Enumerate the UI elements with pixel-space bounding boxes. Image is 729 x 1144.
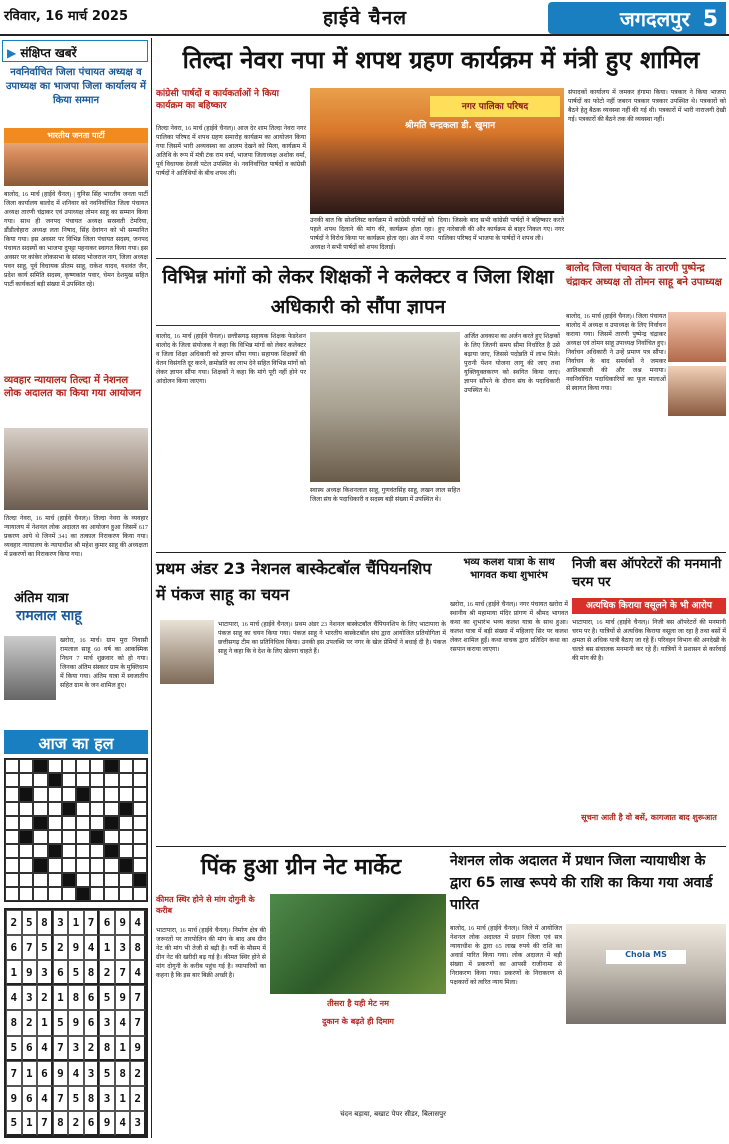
- crossword-cell: [76, 830, 90, 844]
- crossword-cell: [33, 830, 47, 844]
- sudoku-cell: 9: [130, 1036, 146, 1061]
- crossword-cell: [19, 802, 33, 816]
- brief-title-box: [2, 40, 148, 62]
- story6-note: सूचना आती है वो बसें, कागजात बाद शुरूआत: [581, 813, 717, 822]
- crossword-cell: [19, 873, 33, 887]
- sudoku-cell: 3: [53, 910, 69, 935]
- panchayat-leader-photo-2: [668, 366, 726, 416]
- sudoku-cell: 6: [84, 985, 100, 1010]
- sudoku-cell: 2: [6, 910, 22, 935]
- story6-body: भाटापारा, 16 मार्च (हाईवे चैनल)। निजी बस ऑपरेटरों की मनमानी चरम पर है। यात्रियों से अत्यधिक किराया वसूला जा रहा है तथा बसों में क्षमता से अधिक यात्री बैठाए जा रहे हैं। परिवहन विभाग की अनदेखी के चलते बस संचालक मनमानी कर रहे हैं। यात्रियों ने प्रशासन से कार्रवाई की मांग की है।: [572, 619, 726, 662]
- sudoku-cell: 1: [99, 935, 115, 960]
- crossword-cell: [133, 773, 147, 787]
- sudoku-cell: 5: [37, 935, 53, 960]
- sudoku-cell: 6: [22, 1086, 38, 1111]
- story3-headline: बालोद जिला पंचायत के तारणी पुष्पेन्द्र चंद्राकर अध्यक्ष तो तोमन साहू बने उपाध्यक्ष: [566, 263, 722, 288]
- sudoku-cell: 1: [115, 1086, 131, 1111]
- sudoku-cell: 7: [130, 1010, 146, 1035]
- crossword-cell: [62, 816, 76, 830]
- story7-byline: चंदन बड़ाया, बखाट पेपर सीडर, बिलासपुर: [339, 1110, 446, 1118]
- sudoku-cell: 6: [84, 1111, 100, 1136]
- crossword-cell: [5, 887, 19, 901]
- crossword-cell: [62, 873, 76, 887]
- crossword-cell: [90, 858, 104, 872]
- sudoku-cell: 8: [37, 910, 53, 935]
- sudoku-cell: 8: [6, 1010, 22, 1035]
- crossword-cell: [133, 887, 147, 901]
- sudoku-cell: 9: [53, 1061, 69, 1086]
- crossword-cell: [33, 844, 47, 858]
- sudoku-cell: 8: [68, 985, 84, 1010]
- crossword-cell: [119, 816, 133, 830]
- crossword-cell: [76, 858, 90, 872]
- crossword-cell: [76, 816, 90, 830]
- sudoku-cell: 2: [53, 935, 69, 960]
- sudoku-cell: 5: [99, 985, 115, 1010]
- sudoku-cell: 5: [53, 1010, 69, 1035]
- sudoku-cell: 7: [6, 1061, 22, 1086]
- crossword-cell: [76, 844, 90, 858]
- story5-headline: भव्य कलश यात्रा के साथ भागवत कथा शुभारंभ: [463, 557, 555, 581]
- crossword-cell: [104, 759, 118, 773]
- crossword-grid: [4, 758, 148, 902]
- story1-col-c: दिया। जिसके बाद सभी कांग्रेसी पार्षदों ने बहिष्कार करते हुए नारेबाजी की और कार्यक्रम से बाहर निकल गए। नगर पालिका परिषद में भाजपा के पार्षदों ने शपथ ली।: [438, 217, 564, 242]
- crossword-cell: [119, 802, 133, 816]
- crossword-cell: [119, 873, 133, 887]
- crossword-cell: [62, 844, 76, 858]
- crossword-cell: [133, 873, 147, 887]
- crossword-cell: [76, 787, 90, 801]
- crossword-cell: [119, 844, 133, 858]
- sudoku-grid: [4, 908, 148, 1138]
- crossword-cell: [76, 887, 90, 901]
- obituary-portrait: [4, 636, 56, 700]
- crossword-cell: [48, 873, 62, 887]
- crossword-cell: [104, 830, 118, 844]
- crossword-cell: [5, 802, 19, 816]
- brief-body: बालोद, 16 मार्च (हाईवे चैनल) | युनिस सिंह भारतीय जनता पार्टी जिला कार्यालय बालोद में शनिवार को नवनिर्वाचित जिला पंचायत अध्यक्ष तारणी चंद्राकर एवं उपाध्यक्ष तोमन साहू का सम्मान किया गया। साथ ही जनपद पंचायत अध्यक्ष सरस्वती टेमरिया, डौंडीलोहारा अध्यक्ष लता निषाद, सिंह देवांगन को भी सम्मानित किया गया। इस अवसर पर विभिन्न जिला पंचायत सदस्य, जनपद पंचायत सदस्यों का भाजपा दुपट्टा पहनाकर स्वागत किया गया। इस अवसर पर कांकेर लोकसभा के सांसद भोजराज नाग, जिला अध्यक्ष पवन साहू, पूर्व विधायक प्रीतम साहू, राकेश यादव, यशवंत जैन, प्रदेश कार्य समिति सदस्य, कृष्णकांत पवार, चेमन देशमुख सहित पार्टी कार्यकर्ता बड़ी संख्या में उपस्थित रहे।: [4, 191, 148, 288]
- crossword-cell: [90, 773, 104, 787]
- sudoku-cell: 7: [130, 985, 146, 1010]
- section-rule: [156, 846, 726, 847]
- crossword-cell: [119, 773, 133, 787]
- crossword-cell: [62, 773, 76, 787]
- crossword-cell: [5, 787, 19, 801]
- sudoku-cell: 9: [68, 935, 84, 960]
- crossword-cell: [119, 787, 133, 801]
- sudoku-cell: 8: [115, 1061, 131, 1086]
- sudoku-cell: 9: [115, 910, 131, 935]
- crossword-cell: [5, 873, 19, 887]
- sudoku-cell: 1: [53, 985, 69, 1010]
- sudoku-cell: 8: [84, 960, 100, 985]
- crossword-cell: [33, 816, 47, 830]
- story7-note-2: दुकान के बढ़ते ही दिमाग: [322, 1017, 394, 1026]
- sudoku-cell: 3: [84, 1061, 100, 1086]
- crossword-cell: [119, 830, 133, 844]
- crossword-cell: [104, 844, 118, 858]
- crossword-cell: [133, 759, 147, 773]
- sudoku-cell: 5: [6, 1036, 22, 1061]
- crossword-cell: [19, 787, 33, 801]
- page-number: 5: [702, 7, 718, 32]
- crossword-cell: [19, 773, 33, 787]
- crossword-cell: [48, 802, 62, 816]
- crossword-cell: [76, 873, 90, 887]
- sudoku-cell: 7: [53, 1036, 69, 1061]
- sudoku-cell: 1: [6, 960, 22, 985]
- story2-col-c: स्वास्थ अध्यक्ष किशनलाल साहू, गुणवंतसिंह साहू, लखन लाल सहित जिला संघ के पदाधिकारी व सदस्य बड़ी संख्या में उपस्थित थे।: [310, 487, 460, 503]
- story1-col-b: उनकी बात कि सोशलिस्ट कार्यक्रम में कांग्रेसी पार्षदों को पहले शपथ दिलाने की मांग की, कार्यक्रम होता रहा। पार्षदों ने विरोध किया पर कार्यक्रम होता रहा। अंत में नपा अध्यक्ष ने सभी पार्षदों को शपथ दिलाई।: [310, 217, 434, 251]
- crossword-cell: [90, 787, 104, 801]
- sudoku-cell: 8: [84, 1086, 100, 1111]
- crossword-cell: [19, 887, 33, 901]
- sudoku-cell: 2: [68, 1111, 84, 1136]
- panchayat-leader-photo-1: [668, 312, 726, 362]
- sudoku-cell: 1: [37, 1010, 53, 1035]
- oath-ceremony-photo: [310, 88, 564, 214]
- crossword-cell: [90, 873, 104, 887]
- sudoku-cell: 4: [6, 985, 22, 1010]
- shraddhanjali-heading: अंतिम यात्रा: [14, 591, 69, 606]
- sudoku-cell: 3: [130, 1111, 146, 1136]
- crossword-cell: [19, 759, 33, 773]
- sudoku-cell: 4: [37, 1036, 53, 1061]
- sub-headline: कांग्रेसी पार्षदों व कार्यकर्ताओं ने किया कार्यक्रम का बहिष्कार: [156, 89, 279, 111]
- crossword-cell: [104, 873, 118, 887]
- sudoku-cell: 5: [99, 1061, 115, 1086]
- crossword-cell: [62, 887, 76, 901]
- crossword-cell: [62, 830, 76, 844]
- lokadalat-photo: [4, 428, 148, 510]
- sudoku-cell: 7: [22, 935, 38, 960]
- crossword-cell: [90, 887, 104, 901]
- crossword-cell: [5, 830, 19, 844]
- award-cheque-photo: [566, 924, 726, 1024]
- crossword-cell: [19, 816, 33, 830]
- crossword-cell: [133, 844, 147, 858]
- crossword-cell: [90, 830, 104, 844]
- sudoku-cell: 4: [130, 960, 146, 985]
- sudoku-cell: 3: [99, 1010, 115, 1035]
- section-title: हाईवे चैनल: [322, 7, 407, 29]
- crossword-cell: [48, 773, 62, 787]
- crossword-cell: [48, 759, 62, 773]
- crossword-cell: [119, 759, 133, 773]
- aaj-ka-hal-banner: [4, 730, 148, 754]
- crossword-cell: [62, 759, 76, 773]
- sudoku-cell: 2: [22, 1010, 38, 1035]
- brief-title-icon: ▶: [7, 46, 17, 60]
- story6-headline: निजी बस ऑपरेटरों की मनमानी चरम पर: [572, 557, 722, 590]
- crossword-cell: [76, 802, 90, 816]
- column-divider: [151, 38, 152, 1138]
- story1-col-d: संपादकों कार्यालय में जमकर हंगामा किया। पत्रकार ने किया भाजपा पार्षदों का फोटो नहीं जबरन पत्रकार पत्रकार उपस्थित थे। पत्रकारों को बैठने हेतु बैठक व्यवस्था नहीं की गई थी। पत्रकारों में भारी नाराजगी देखी गई। पत्रकारों की बैठने तक की व्यवस्था नहीं।: [568, 89, 726, 123]
- crossword-cell: [119, 887, 133, 901]
- crossword-cell: [33, 773, 47, 787]
- sudoku-cell: 4: [84, 935, 100, 960]
- crossword-cell: [48, 844, 62, 858]
- sudoku-cell: 2: [130, 1086, 146, 1111]
- crossword-cell: [19, 830, 33, 844]
- issue-date: रविवार, 16 मार्च 2025: [4, 9, 129, 24]
- photo-name-banner: श्रीमति चन्द्रकला डी. खुमान: [404, 121, 496, 131]
- sudoku-cell: 1: [22, 1111, 38, 1136]
- story8-body: बालोद, 16 मार्च (हाईवे चैनल)। जिले में आयोजित नेशनल लोक अदालत में प्रधान जिला एवं सत्र न्यायाधीश के द्वारा 65 लाख रुपये की राशि का अवार्ड पारित किया गया। लोक अदालत में बड़ी संख्या में प्रकरणों का आपसी राजीनामा से निराकरण किया गया। प्रकरणों के निराकरण से पक्षकारों को त्वरित न्याय मिला।: [450, 925, 562, 986]
- story8-headline: नेशनल लोक अदालत में प्रधान जिला न्यायाधीश के द्वारा 65 लाख रूपये की राशि का किया गया अवार्ड पारित: [450, 853, 713, 913]
- sudoku-cell: 4: [130, 910, 146, 935]
- story7-body: भाटापारा, 16 मार्च (हाईवे चैनल)। निर्माण क्षेत्र की जरूरतों पर तारपोलिन की मांग के बाद अब ग्रीन नेट की मांग भी तेजी से बढ़ी है। गर्मी के मौसम में ग्रीन नेट की खरीदी बढ़ गई है। कीमत स्थिर होने से मांग दोगुनी के करीब पहुंच गई है। व्यापारियों का कहना है कि इस बार बिक्री अच्छी है।: [156, 927, 266, 979]
- crossword-cell: [62, 802, 76, 816]
- crossword-cell: [104, 787, 118, 801]
- story4-body: भाटापारा, 16 मार्च (हाईवे चैनल)। प्रथम अंडर 23 नेशनल बास्केटबॉल चैंपियनशिप के लिए भाटापारा के पंकज साहू का चयन किया गया। पंकज साहू ने भारतीय बास्केटबॉल संघ द्वारा आयोजित प्रतियोगिता में छत्तीसगढ़ टीम का प्रतिनिधित्व किया। उनकी इस उपलब्धि पर नगर के खेल प्रेमियों ने बधाई दी है। पंकज साहू ने कहा कि वे देश के लिए खेलना चाहते हैं।: [218, 621, 446, 655]
- city-banner: [548, 2, 726, 34]
- sudoku-cell: 8: [53, 1111, 69, 1136]
- crossword-cell: [5, 858, 19, 872]
- crossword-cell: [90, 844, 104, 858]
- crossword-cell: [48, 816, 62, 830]
- photo-banner-text: नगर पालिका परिषद: [430, 96, 560, 117]
- story4-headline: प्रथम अंडर 23 नेशनल बास्केटबॉल चैंपियनशिप में पंकज साहू का चयन: [156, 559, 432, 604]
- sudoku-cell: 5: [68, 1086, 84, 1111]
- story3-body: बालोद, 16 मार्च (हाईवे चैनल)। जिला पंचायत बालोद में अध्यक्ष व उपाध्यक्ष के लिए निर्वाचन कराया गया। जिसमें तारणी पुष्पेन्द्र चंद्राकर अध्यक्ष एवं तोमन साहू उपाध्यक्ष निर्वाचित हुए। निर्वाचन अधिकारी ने उन्हें प्रमाण पत्र सौंपा। निर्वाचन के बाद समर्थकों ने जमकर आतिशबाजी की और जश्न मनाया। नवनिर्वाचित पदाधिकारियों का फूल मालाओं से स्वागत किया गया।: [566, 313, 666, 392]
- sudoku-cell: 1: [115, 1036, 131, 1061]
- crossword-cell: [33, 759, 47, 773]
- shraddhanjali-box: [2, 588, 148, 632]
- story1-col-a: तिल्दा नेवरा, 16 मार्च (हाईवे चैनल)। आज देर शाम तिल्दा नेवरा नगर पालिका परिषद में शपथ ग्रहण समारोह कार्यक्रम का आयोजन किया गया जिसमें भारी अव्यवस्था का आलम देखने को मिला, कार्यक्रम में अतिथि के रूप में मंत्री टंक राम वर्मा, भाजपा जिलाध्यक्ष अशोक वर्मा, पूर्व विधायक देवजी पटेल उपस्थित थे। नवनिर्वाचित पार्षदों व कांग्रेसी पार्षदों ने अतिथियों के बीच शपथ ली।: [156, 125, 306, 177]
- sudoku-cell: 5: [68, 960, 84, 985]
- sudoku-cell: 4: [115, 1010, 131, 1035]
- story2-col-b: अर्जित अवकाश का अर्जन करते हुए शिक्षकों के लिए जितनी समय सीमा निर्धारित है उसे बढ़ाया जाए, जिससे पदोन्नति में लाभ मिले। पुरानी पेंशन योजना लागू की जाए तथा युक्तियुक्तकरण को स्थगित किया जाए। ज्ञापन सौंपने के दौरान संघ के पदाधिकारी उपस्थित थे।: [464, 333, 560, 394]
- section-rule: [156, 258, 726, 259]
- sudoku-cell: 4: [37, 1086, 53, 1111]
- crossword-cell: [5, 816, 19, 830]
- sudoku-cell: 4: [68, 1061, 84, 1086]
- sudoku-cell: 4: [115, 1111, 131, 1136]
- sudoku-cell: 7: [53, 1086, 69, 1111]
- sudoku-cell: 6: [84, 1010, 100, 1035]
- sudoku-cell: 8: [99, 1036, 115, 1061]
- sudoku-cell: 3: [99, 1086, 115, 1111]
- lokadalat-headline: व्यवहार न्यायालय तिल्दा में नेशनल लोक अदालत का किया गया आयोजन: [4, 375, 142, 399]
- sudoku-cell: 9: [22, 960, 38, 985]
- sudoku-cell: 3: [22, 985, 38, 1010]
- crossword-cell: [133, 787, 147, 801]
- memorandum-photo: [310, 332, 460, 482]
- sudoku-cell: 9: [115, 985, 131, 1010]
- story2-headline: विभिन्न मांगों को लेकर शिक्षकों ने कलेक्टर व जिला शिक्षा अधिकारी को सौंपा ज्ञापन: [156, 262, 560, 326]
- crossword-cell: [19, 858, 33, 872]
- story7-headline: पिंक हुआ ग्रीन नेट मार्केट: [200, 855, 402, 880]
- sudoku-cell: 1: [68, 910, 84, 935]
- crossword-cell: [33, 802, 47, 816]
- sudoku-cell: 6: [22, 1036, 38, 1061]
- crossword-cell: [90, 759, 104, 773]
- sudoku-cell: 7: [84, 910, 100, 935]
- story5-body: खरोरा, 16 मार्च (हाईवे चैनल)। नगर पंचायत खरोरा में स्थानीय श्री महामाया मंदिर प्रांगण में श्रीमद भागवत कथा का शुभारंभ भव्य कलश यात्रा के साथ हुआ। कलश यात्रा में बड़ी संख्या में महिलाएं सिर पर कलश लेकर शामिल हुईं। कथा वाचक द्वारा प्रतिदिन कथा का रसपान कराया जाएगा।: [450, 601, 568, 653]
- crossword-cell: [5, 759, 19, 773]
- crossword-cell: [62, 787, 76, 801]
- sudoku-cell: 9: [68, 1010, 84, 1035]
- sudoku-cell: 5: [22, 910, 38, 935]
- masthead-bar: [0, 0, 729, 36]
- sudoku-cell: 2: [37, 985, 53, 1010]
- crossword-cell: [5, 773, 19, 787]
- crossword-cell: [133, 858, 147, 872]
- crossword-cell: [133, 830, 147, 844]
- player-portrait: [160, 620, 214, 684]
- crossword-cell: [119, 858, 133, 872]
- crossword-cell: [76, 773, 90, 787]
- crossword-cell: [90, 802, 104, 816]
- sudoku-cell: 3: [68, 1036, 84, 1061]
- story6-subhead: अत्यधिक किराया वसूलने के भी आरोप: [572, 598, 726, 614]
- brief-title: संक्षिप्त खबरें: [20, 46, 77, 60]
- crossword-cell: [33, 858, 47, 872]
- crossword-cell: [104, 802, 118, 816]
- brief-headline: नवनिर्वाचित जिला पंचायत अध्यक्ष व उपाध्यक्ष का भाजपा जिला कार्यालय में किया सम्मान: [5, 67, 147, 106]
- crossword-cell: [104, 816, 118, 830]
- crossword-cell: [33, 873, 47, 887]
- crossword-cell: [62, 858, 76, 872]
- photo-banner-text: भारतीय जनता पार्टी: [4, 128, 148, 143]
- city-name: जगदलपुर: [619, 7, 690, 31]
- story7-subhead: कीमत स्थिर होने से मांग दोगुनी के करीब: [156, 895, 255, 915]
- crossword-cell: [48, 787, 62, 801]
- sudoku-cell: 5: [6, 1111, 22, 1136]
- sudoku-cell: 3: [37, 960, 53, 985]
- crossword-cell: [104, 887, 118, 901]
- crossword-cell: [133, 816, 147, 830]
- crossword-cell: [48, 887, 62, 901]
- shraddhanjali-name: रामलाल साहू: [16, 608, 82, 624]
- main-headline: तिल्दा नेवरा नपा में शपथ ग्रहण कार्यक्रम में मंत्री हुए शामिल: [182, 46, 700, 74]
- shraddhanjali-body: खरोरा, 16 मार्च। ग्राम मुरा निवासी रामलाल साहू 60 वर्ष का आकस्मिक निधन 7 मार्च शुक्रवार को हो गया। जिनका अंतिम संस्कार ग्राम के मुक्तिधाम में किया गया। अंतिम यात्रा में स्वजातीय सहित ग्राम के जन शामिल हुए।: [60, 637, 148, 689]
- story7-note-1: तीसरा है यही मेट नम: [327, 999, 389, 1008]
- crossword-cell: [33, 887, 47, 901]
- sudoku-cell: 6: [99, 910, 115, 935]
- crossword-cell: [76, 759, 90, 773]
- sudoku-cell: 2: [130, 1061, 146, 1086]
- sudoku-cell: 1: [22, 1061, 38, 1086]
- sudoku-cell: 2: [99, 960, 115, 985]
- crossword-cell: [104, 773, 118, 787]
- crossword-cell: [5, 844, 19, 858]
- sudoku-cell: 8: [130, 935, 146, 960]
- crossword-cell: [33, 787, 47, 801]
- sudoku-cell: 7: [37, 1111, 53, 1136]
- green-net-photo: [270, 894, 446, 994]
- crossword-cell: [90, 816, 104, 830]
- sudoku-cell: 6: [53, 960, 69, 985]
- crossword-cell: [104, 858, 118, 872]
- lokadalat-body: तिल्दा नेवरा, 16 मार्च (हाईवे चैनल)। तिल्दा नेवरा के व्यवहार न्यायालय में नेशनल लोक अदालत का आयोजन हुआ जिसमें 617 प्रकरण आये थे जिनमें 341 का तत्काल निराकरण किया गया। व्यवहार न्यायालय के न्यायाधीश श्री महेश कुमार साहू की अध्यक्षता में प्रकरणों का निराकरण किया गया।: [4, 515, 148, 558]
- sudoku-cell: 3: [115, 935, 131, 960]
- bjp-felicitation-photo: [4, 128, 148, 186]
- cheque-label: Chola MS: [606, 950, 686, 964]
- story2-col-a: बालोद, 16 मार्च (हाईवे चैनल)। छत्तीसगढ़ सहायक शिक्षक फेडरेशन बालोद के जिला संयोजक ने कहा कि विभिन्न मांगों को लेकर कलेक्टर व जिला शिक्षा अधिकारी को ज्ञापन सौंपा गया। सहायक शिक्षकों की वेतन विसंगति दूर करने, क्रमोन्नति का लाभ देने सहित विभिन्न मांगों को लेकर ज्ञापन सौंपा गया। शिक्षकों ने कहा कि मांगे पूरी नहीं होने पर आंदोलन किया जाएगा।: [156, 333, 306, 385]
- sudoku-cell: 6: [37, 1061, 53, 1086]
- crossword-cell: [48, 858, 62, 872]
- sudoku-cell: 6: [6, 935, 22, 960]
- sudoku-cell: 2: [84, 1036, 100, 1061]
- sudoku-cell: 9: [6, 1086, 22, 1111]
- sudoku-cell: 7: [115, 960, 131, 985]
- sudoku-cell: 9: [99, 1111, 115, 1136]
- crossword-cell: [48, 830, 62, 844]
- aaj-ka-hal-title: आज का हल: [38, 734, 114, 753]
- crossword-cell: [19, 844, 33, 858]
- crossword-cell: [133, 802, 147, 816]
- section-rule: [156, 552, 726, 553]
